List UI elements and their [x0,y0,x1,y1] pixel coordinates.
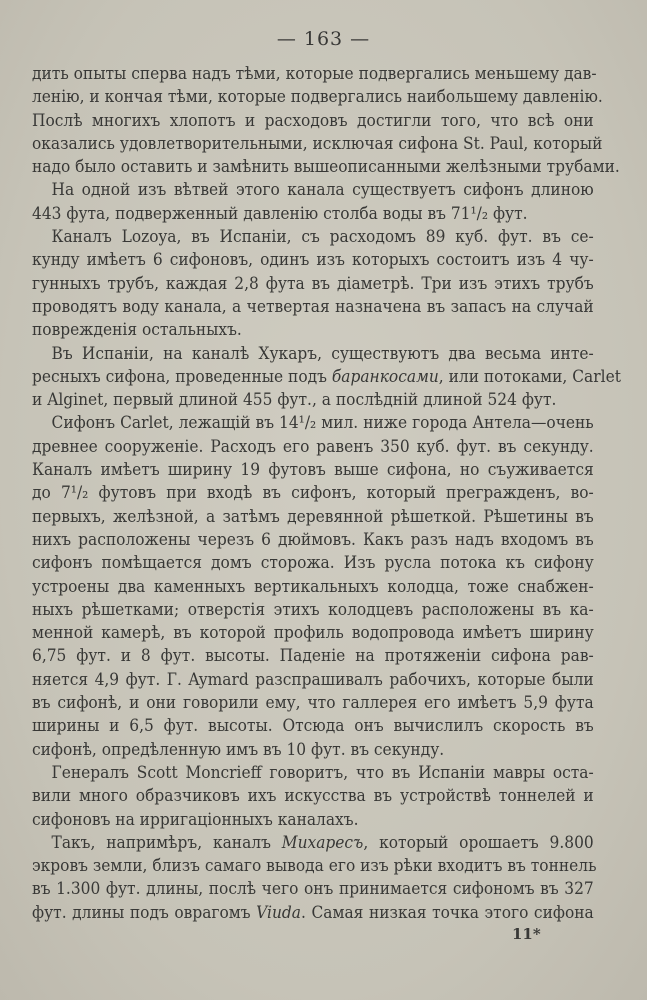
text-line [32,411,594,434]
signature-mark: 11* [512,925,541,943]
text-segment: и Alginet, первый длиной 455 фут., а послѣдній длиной 524 фут. [32,390,557,410]
text-segment: , который орошаетъ 9.800 [363,832,594,852]
text-segment: надо было оставить и замѣнить вышеописанными желѣзными трубами. [32,157,620,177]
text-line [32,738,594,761]
text-segment: гунныхъ трубъ, каждая 2,8 фута въ діаметрѣ. Три изъ этихъ трубъ [32,273,594,293]
text-line [32,551,594,574]
text-segment: экровъ земли, близъ самаго вывода его изъ рѣки входитъ въ тоннель [32,856,597,876]
text-segment: фут. длины подъ оврагомъ [32,902,257,922]
text-segment: до 7¹/₂ футовъ при входѣ въ сифонъ, который прегражденъ, во- [32,483,594,503]
text-line [32,761,594,784]
text-segment: въ сифонѣ, и они говорили ему, что галлерея его имѣетъ 5,9 фута [32,693,594,713]
text-line [32,295,594,318]
text-segment: устроены два каменныхъ вертикальныхъ колодца, тоже снабжен- [32,576,594,596]
text-line [32,178,594,201]
text-segment: менной камерѣ, въ которой профиль водопровода имѣетъ ширину [32,623,594,643]
text-line [32,248,594,271]
text-segment: Въ Испаніи, на каналѣ Хукаръ, существуютъ два весьма инте- [51,343,594,363]
text-line [32,481,594,504]
text-line [32,621,594,644]
text-segment: 6,75 фут. и 8 фут. высоты. Паденіе на протяженіи сифона рав- [32,646,594,666]
text-line [32,644,594,667]
text-segment: дить опыты сперва надъ тѣми, которые подвергались меньшему дав- [32,64,597,83]
text-segment: древнее сооруженіе. Расходъ его равенъ 350 куб. фут. въ секунду. [32,436,594,456]
text-line [32,458,594,481]
text-line [32,668,594,691]
text-line [32,575,594,598]
text-line [32,155,620,178]
text-segment: вили много образчиковъ ихъ искусства въ устройствѣ тоннелей и [32,786,594,806]
text-line [32,435,594,458]
text-segment: Каналъ имѣетъ ширину 19 футовъ выше сифона, но съуживается [32,460,594,480]
text-segment: , или потоками, Carlet [438,366,621,386]
text-line [32,365,621,388]
text-segment: няется 4,9 фут. Г. Aymard разспрашивалъ рабочихъ, которые были [32,669,594,689]
text-segment: оказались удовлетворительными, исключая сифона St. Paul, который [32,133,603,153]
text-line [32,132,603,155]
italic-term: Михаресъ [281,832,364,852]
text-segment: На одной изъ вѣтвей этого канала существуетъ сифонъ длиною [51,180,594,200]
text-line [32,109,594,132]
text-line [32,505,594,528]
italic-term: Viuda [256,902,301,922]
text-segment: сифонъ помѣщается домъ сторожа. Изъ русла потока къ сифону [32,553,594,573]
page-number: — 163 — [276,28,371,50]
text-segment: сифоновъ на ирригаціонныхъ каналахъ. [32,809,359,829]
text-segment: Послѣ многихъ хлопотъ и расходовъ достигли того, что всѣ они [32,110,594,130]
text-line [32,225,594,248]
text-segment: ныхъ рѣшетками; отверстія этихъ колодцевъ расположены въ ка- [32,599,594,619]
text-segment: Каналъ Lozoya, въ Испаніи, съ расходомъ 89 куб. фут. въ се- [51,227,594,247]
text-segment: 443 фута, подверженный давленію столба воды въ 71¹/₂ фут. [32,203,528,223]
text-segment: ленію, и кончая тѣми, которые подвергались наибольшему давленію. [32,87,603,107]
text-line [32,877,594,900]
text-line [32,784,594,807]
text-line [32,272,594,295]
text-line [32,854,597,877]
text-segment: нихъ расположены черезъ 6 дюймовъ. Какъ разъ надъ входомъ въ [32,529,594,549]
text-line [32,202,594,225]
text-line [32,85,603,108]
text-line [32,598,594,621]
text-line [32,342,594,365]
text-line [32,62,597,85]
text-segment: . Самая низкая точка этого сифона [300,902,594,922]
text-segment: въ 1.300 фут. длины, послѣ чего онъ принимается сифономъ въ 327 [32,879,594,899]
text-segment: поврежденія остальныхъ. [32,320,242,340]
text-line [32,831,594,854]
text-segment: первыхъ, желѣзной, а затѣмъ деревянной рѣшеткой. Рѣшетины въ [32,506,594,526]
page-body-text [32,62,621,924]
text-segment: ширины и 6,5 фут. высоты. Отсюда онъ вычислилъ скорость въ [32,716,594,736]
text-line [32,714,594,737]
text-segment: Такъ, напримѣръ, каналъ [51,832,282,852]
text-line [32,691,594,714]
text-line [32,388,594,411]
text-line [32,318,594,341]
text-segment: ресныхъ сифона, проведенные подъ [32,366,332,386]
text-segment: сифонѣ, опредѣленную имъ въ 10 фут. въ секунду. [32,739,445,759]
text-line [32,901,594,924]
text-segment: Сифонъ Carlet, лежащій въ 14¹/₂ мил. ниже города Антела—очень [51,413,594,433]
text-line [32,528,594,551]
italic-term: баранкосами [331,366,439,386]
text-line [32,808,594,831]
text-segment: кунду имѣетъ 6 сифоновъ, одинъ изъ которыхъ состоитъ изъ 4 чу- [32,250,594,270]
text-segment: проводятъ воду канала, а четвертая назначена въ запасъ на случай [32,296,594,316]
text-segment: Генералъ Scott Moncrieff говоритъ, что въ Испаніи мавры оста- [51,762,594,782]
